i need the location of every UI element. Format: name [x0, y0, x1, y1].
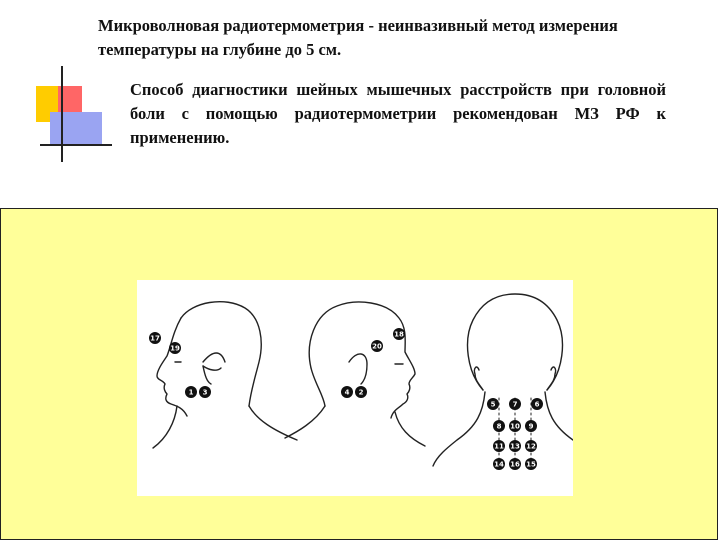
- point-label: 10: [510, 422, 520, 431]
- point-marker: [509, 398, 521, 410]
- point-marker: [525, 440, 537, 452]
- point-label: 13: [510, 442, 520, 451]
- point-marker: [509, 440, 521, 452]
- point-marker: [341, 386, 353, 398]
- point-label: 19: [170, 344, 180, 353]
- point-marker: [493, 458, 505, 470]
- point-marker: [493, 440, 505, 452]
- point-marker: [531, 398, 543, 410]
- decor-vertical-line: [61, 66, 63, 162]
- slide-title: Микроволновая радиотермометрия - неинвазивный метод измерения температуры на глубине до 5 см.: [98, 16, 618, 59]
- point-label: 16: [510, 460, 520, 469]
- point-marker: [149, 332, 161, 344]
- point-label: 6: [534, 400, 540, 409]
- point-label: 9: [528, 422, 534, 431]
- point-marker: [525, 458, 537, 470]
- point-marker: [371, 340, 383, 352]
- point-marker: [393, 328, 405, 340]
- point-marker: [509, 420, 521, 432]
- point-label: 18: [394, 330, 404, 339]
- point-label: 7: [512, 400, 518, 409]
- point-marker: [185, 386, 197, 398]
- point-label: 17: [150, 334, 160, 343]
- point-label: 5: [490, 400, 496, 409]
- point-label: 2: [358, 388, 364, 397]
- point-label: 12: [526, 442, 536, 451]
- point-marker: [169, 342, 181, 354]
- point-label: 14: [494, 460, 504, 469]
- point-marker: [355, 386, 367, 398]
- back-head-outline: [433, 294, 573, 466]
- point-label: 15: [526, 460, 536, 469]
- left-head-outline: [153, 302, 297, 448]
- point-marker: [487, 398, 499, 410]
- point-marker: [509, 458, 521, 470]
- point-label: 11: [494, 442, 504, 451]
- point-marker: [199, 386, 211, 398]
- point-label: 3: [202, 388, 208, 397]
- point-marker: [493, 420, 505, 432]
- point-label: 1: [188, 388, 194, 397]
- point-label: 20: [372, 342, 382, 351]
- point-label: 4: [344, 388, 350, 397]
- slide-subtitle: Способ диагностики шейных мышечных расстройств при головной боли с помощью радиотермометрии рекомендован МЗ РФ к применению.: [130, 80, 666, 147]
- middle-head-outline: [285, 302, 425, 446]
- decor-blue-square: [50, 112, 102, 144]
- measurement-points-figure: [137, 280, 573, 496]
- head-diagrams-svg: [137, 280, 573, 496]
- decor-horizontal-line: [40, 144, 112, 146]
- point-label: 8: [496, 422, 502, 431]
- point-marker: [525, 420, 537, 432]
